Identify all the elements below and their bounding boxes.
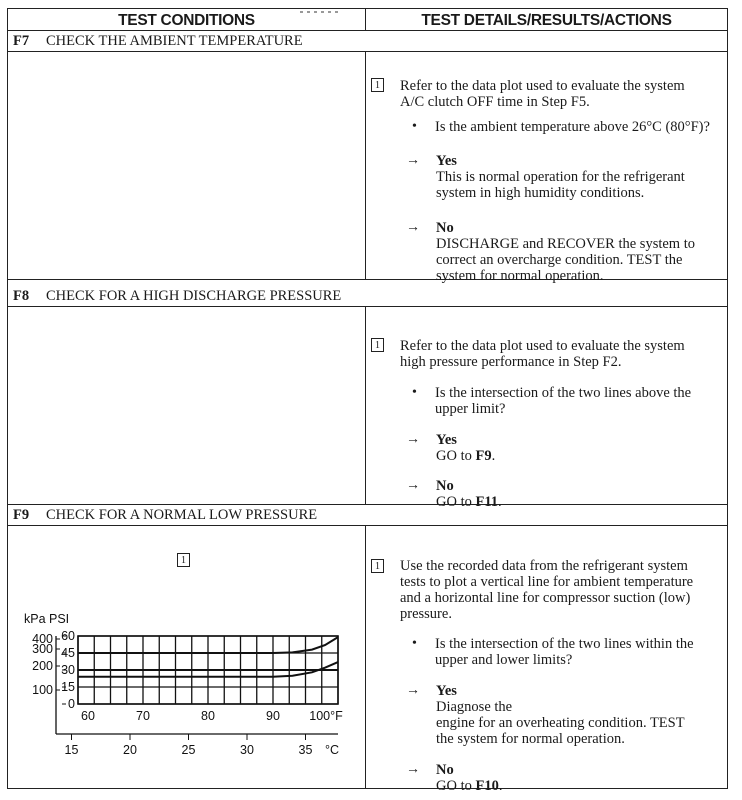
- x-tick-label-fahrenheit: 100°F: [309, 709, 343, 723]
- step-code: F7: [13, 33, 30, 49]
- yes-text-line: Diagnose the: [436, 699, 513, 715]
- instruction-line: Refer to the data plot used to evaluate the system: [400, 338, 685, 354]
- instruction-text: [400, 558, 693, 622]
- test-conditions-cell: [8, 526, 366, 788]
- step-title: CHECK FOR A NORMAL LOW PRESSURE: [46, 507, 318, 523]
- step-number-box: 1: [371, 559, 384, 573]
- no-text-line: system for normal operation.: [436, 268, 604, 284]
- goto-step-link[interactable]: F10: [475, 778, 499, 794]
- instruction-line: and a horizontal line for compressor suction (low): [400, 590, 691, 606]
- x-tick-label-fahrenheit: 90: [266, 709, 280, 723]
- goto-step-link[interactable]: F9: [475, 448, 492, 464]
- x-tick-label-celsius: 25: [181, 743, 196, 757]
- yes-label: Yes: [436, 432, 457, 448]
- no-result: [436, 762, 502, 794]
- question-text: [435, 636, 694, 668]
- yes-text-line: the system for normal operation.: [436, 731, 625, 747]
- no-label: No: [436, 220, 454, 236]
- x-tick-label-celsius: 15: [64, 743, 79, 757]
- bullet-icon: •: [412, 119, 417, 134]
- arrow-right-icon: →: [406, 432, 420, 447]
- test-details-cell: [366, 52, 727, 284]
- figure-callout-box: 1: [177, 553, 190, 567]
- question-line: upper limit?: [435, 401, 506, 417]
- goto-step-link[interactable]: F11: [475, 494, 499, 510]
- goto-text: GO to: [436, 494, 476, 510]
- yes-result: [436, 432, 495, 464]
- punctuation: .: [491, 448, 496, 464]
- punctuation: .: [498, 778, 503, 794]
- instruction-line: pressure.: [400, 606, 452, 622]
- y-tick-label-kpa: 100: [32, 683, 53, 697]
- y-tick-label-kpa: 400: [32, 632, 53, 646]
- instruction-line: Refer to the data plot used to evaluate the system: [400, 78, 685, 94]
- goto-text: GO to: [436, 778, 476, 794]
- question-text: [435, 385, 691, 417]
- section-f9-title: [8, 505, 727, 526]
- yes-result: [436, 683, 685, 747]
- question-line: Is the intersection of the two lines above the: [435, 385, 692, 401]
- table-header: [8, 9, 727, 31]
- low-pressure-chart: [8, 526, 364, 788]
- punctuation: .: [498, 494, 502, 510]
- yes-text-line: engine for an overheating condition. TEST: [436, 715, 685, 731]
- x-tick-label-fahrenheit: 70: [136, 709, 150, 723]
- arrow-right-icon: →: [406, 683, 420, 698]
- section-f8-body: [8, 307, 727, 510]
- question-line: upper and lower limits?: [435, 652, 573, 668]
- yes-label: Yes: [436, 153, 457, 169]
- step-code: F9: [13, 507, 30, 523]
- goto-text: GO to: [436, 448, 476, 464]
- x-tick-label-celsius: 20: [123, 743, 137, 757]
- test-details-cell: [366, 307, 727, 510]
- y-tick-label-psi: 45: [61, 646, 75, 660]
- section-f9-body: [8, 526, 727, 794]
- bullet-icon: •: [412, 636, 417, 651]
- y-tick-label-psi: 15: [61, 680, 75, 694]
- instruction-text: [400, 78, 685, 110]
- x-tick-label-celsius: 35: [298, 743, 313, 757]
- no-result: [436, 220, 695, 284]
- instruction-text: [400, 338, 685, 370]
- test-conditions-cell: [8, 307, 366, 504]
- y-tick-label-psi: 30: [61, 663, 75, 677]
- section-f7-body: [8, 52, 727, 284]
- yes-label: Yes: [436, 683, 457, 699]
- step-number-box: 1: [371, 338, 384, 352]
- no-text-line: correct an overcharge condition. TEST the: [436, 252, 683, 268]
- instruction-line: A/C clutch OFF time in Step F5.: [400, 94, 590, 110]
- no-label: No: [436, 478, 454, 494]
- arrow-right-icon: →: [406, 220, 420, 235]
- x-tick-label-celsius: 30: [240, 743, 254, 757]
- instruction-line: tests to plot a vertical line for ambient temperature: [400, 574, 694, 590]
- yes-text-line: system in high humidity conditions.: [436, 185, 645, 201]
- step-number-box: 1: [371, 78, 384, 92]
- y-tick-label-kpa: 200: [32, 659, 53, 673]
- no-text-line: DISCHARGE and RECOVER the system to: [436, 236, 695, 252]
- section-f8-title: [8, 286, 727, 307]
- bullet-icon: •: [412, 385, 417, 400]
- x-tick-label-fahrenheit: 80: [201, 709, 215, 723]
- question-line: Is the intersection of the two lines within the: [435, 636, 694, 652]
- page-header-mark: [300, 0, 420, 4]
- yes-text-line: This is normal operation for the refrigerant: [436, 169, 685, 185]
- yes-result: [436, 153, 685, 201]
- y-units-label: kPa PSI: [24, 612, 70, 626]
- x-axis-unit-celsius: °C: [324, 743, 340, 757]
- arrow-right-icon: →: [406, 153, 420, 168]
- y-tick-label-psi: 60: [61, 629, 75, 643]
- header-test-conditions: TEST CONDITIONS: [8, 9, 366, 31]
- header-test-details: TEST DETAILS/RESULTS/ACTIONS: [421, 12, 672, 29]
- arrow-right-icon: →: [406, 762, 420, 777]
- instruction-line: high pressure performance in Step F2.: [400, 354, 622, 370]
- test-conditions-cell: [8, 52, 366, 279]
- section-f7-title: [8, 31, 727, 52]
- step-code: F8: [13, 288, 30, 304]
- test-details-cell: [366, 526, 727, 794]
- y-tick-label-kpa: 300: [32, 642, 53, 656]
- diagnostic-table: [7, 8, 728, 794]
- x-tick-label-fahrenheit: 60: [81, 709, 95, 723]
- y-tick-label-psi: 0: [68, 697, 75, 711]
- instruction-line: Use the recorded data from the refrigerant system: [400, 558, 688, 574]
- step-title: CHECK FOR A HIGH DISCHARGE PRESSURE: [46, 288, 342, 304]
- no-label: No: [436, 762, 454, 778]
- question-text: Is the ambient temperature above 26°C (80°F)?: [435, 119, 710, 135]
- step-title: CHECK THE AMBIENT TEMPERATURE: [46, 33, 303, 49]
- arrow-right-icon: →: [406, 478, 420, 493]
